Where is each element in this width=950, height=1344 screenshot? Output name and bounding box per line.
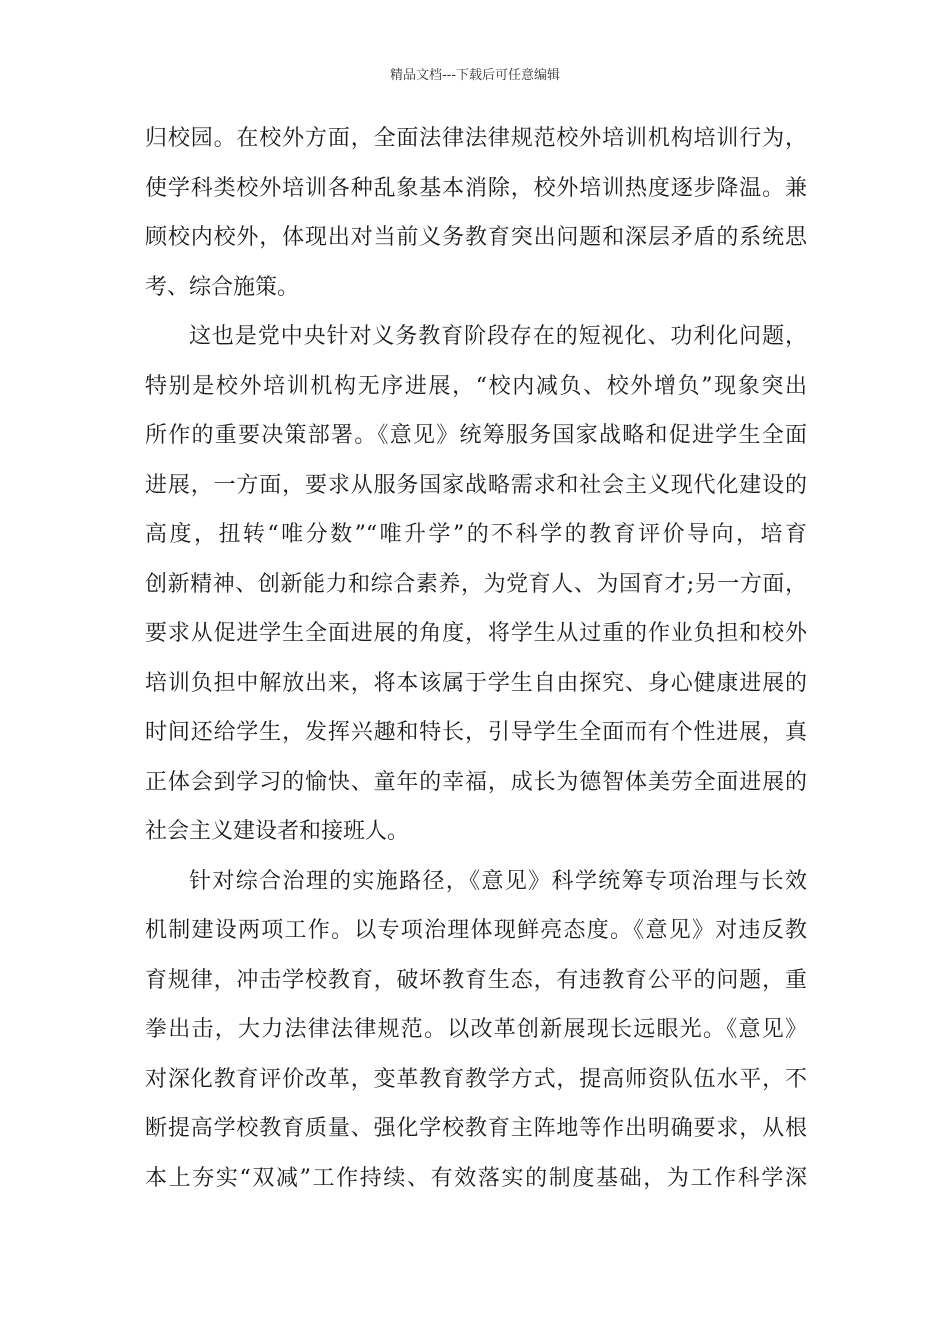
text-line: 针对综合治理的实施路径，《意见》科学统筹专项治理与长效 (189, 868, 807, 894)
text-line: 所作的重要决策部署。《意见》统筹服务国家战略和促进学生全面 (145, 423, 807, 448)
text-line: 这也是党中央针对义务教育阶段存在的短视化、功利化问题， (189, 324, 807, 349)
text-line: 社会主义建设者和接班人。 (145, 819, 410, 844)
text-line: 使学科类校外培训各种乱象基本消除，校外培训热度逐步降温。兼 (145, 175, 807, 201)
text-line: 时间还给学生，发挥兴趣和特长，引导学生全面而有个性进展，真 (145, 720, 807, 745)
text-line: 高度，扭转“唯分数”“唯升学”的不科学的教育评价导向，培育 (145, 522, 807, 547)
text-line: 机制建设两项工作。以专项治理体现鲜亮态度。《意见》对违反教 (145, 918, 807, 943)
text-line: 特别是校外培训机构无序进展，“校内减负、校外增负”现象突出 (145, 373, 807, 399)
text-line: 正体会到学习的愉快、童年的幸福，成长为德智体美劳全面进展的 (145, 769, 807, 795)
text-line: 对深化教育评价改革，变革教育教学方式，提高师资队伍水平，不 (145, 1066, 807, 1092)
text-line: 培训负担中解放出来，将本该属于学生自由探究、身心健康进展的 (145, 670, 807, 696)
text-line: 进展，一方面，要求从服务国家战略需求和社会主义现代化建设的 (145, 472, 807, 498)
text-line: 顾校内校外，体现出对当前义务教育突出问题和深层矛盾的系统思 (145, 225, 807, 250)
text-line: 断提高学校教育质量、强化学校教育主阵地等作出明确要求，从根 (145, 1116, 807, 1141)
text-line: 归校园。在校外方面，全面法律法律规范校外培训机构培训行为， (145, 126, 807, 151)
text-line: 拳出击，大力法律法律规范。以改革创新展现长远眼光。《意见》 (145, 1017, 807, 1042)
text-line: 创新精神、创新能力和综合素养，为党育人、为国育才;另一方面， (145, 571, 807, 597)
text-line: 育规律，冲击学校教育，破坏教育生态，有违教育公平的问题，重 (145, 967, 807, 993)
text-line: 本上夯实“双减”工作持续、有效落实的制度基础，为工作科学深 (145, 1165, 807, 1191)
text-line: 要求从促进学生全面进展的角度，将学生从过重的作业负担和校外 (145, 621, 807, 646)
document-body (145, 126, 807, 1215)
page-header: 精品文档---下载后可任意编辑 (389, 68, 561, 83)
text-line: 考、综合施策。 (145, 274, 300, 300)
